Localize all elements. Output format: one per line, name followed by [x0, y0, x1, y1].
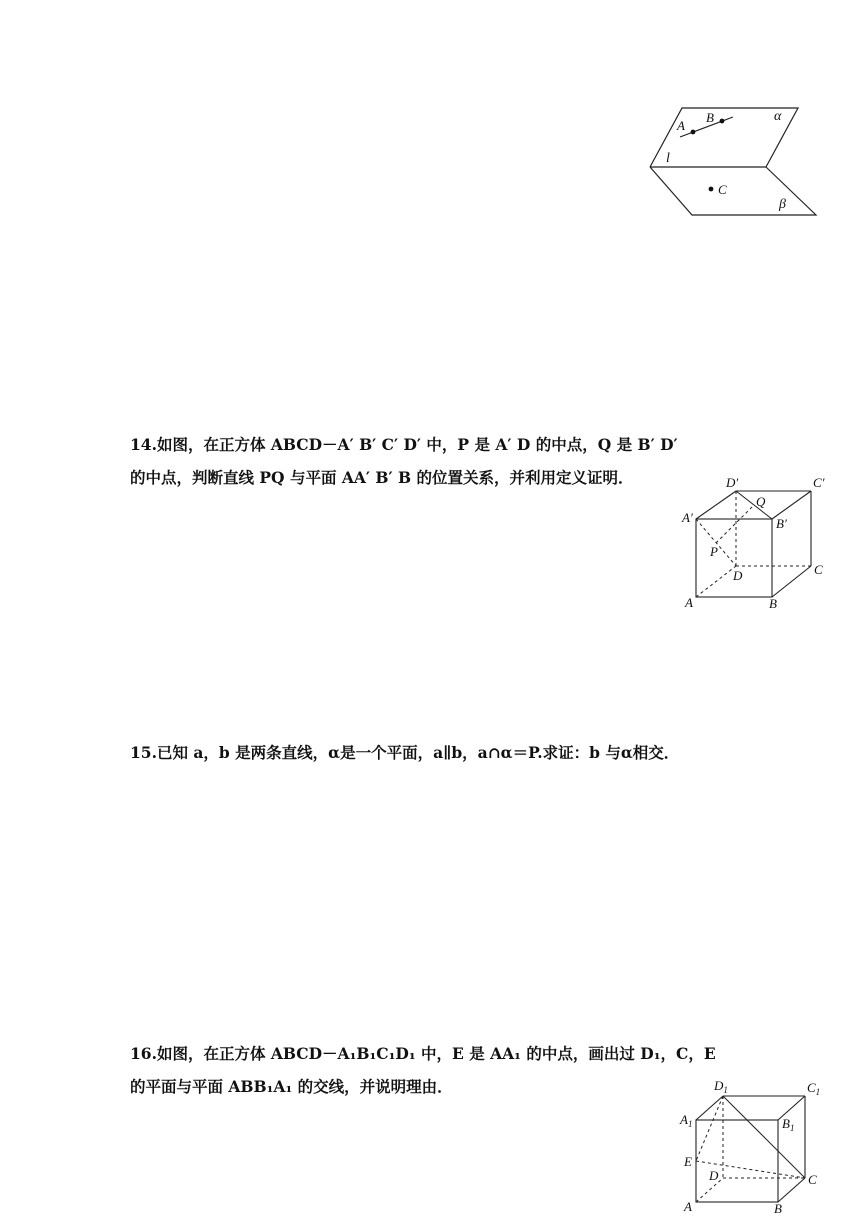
cube14-front-face — [696, 519, 772, 597]
problem-16-line-2: 的平面与平面 ABB₁A₁ 的交线，并说明理由． — [130, 1077, 453, 1096]
cube14-label-d-prime: D′ — [726, 475, 739, 490]
cube16-segment-d1c — [723, 1096, 805, 1178]
label-beta: β — [779, 197, 786, 212]
cube14-label-p: P — [710, 544, 718, 559]
cube-figure-14 — [678, 472, 838, 617]
plane-beta-outline — [650, 167, 816, 215]
cube16-label-a: A — [684, 1199, 692, 1214]
label-l: l — [666, 151, 670, 166]
problem-16 — [130, 1037, 750, 1103]
cube14-label-d: D — [733, 568, 743, 583]
problem-15 — [130, 736, 750, 769]
problem-15-line-1: 15.已知 a，b 是两条直线，α是一个平面，a∥b，a∩α＝P.求证：b 与α相交． — [130, 743, 680, 762]
problem-16-line-1: 16.如图，在正方体 ABCD－A₁B₁C₁D₁ 中，E 是 AA₁ 的中点，画出过 D₁，C，E — [130, 1044, 716, 1063]
cube16-front-face — [696, 1120, 778, 1202]
cube16-label-e: E — [684, 1154, 692, 1169]
label-alpha: α — [774, 109, 782, 124]
cube16-label-d: D — [709, 1168, 719, 1183]
point-b — [720, 119, 725, 124]
cube16-label-b: B — [774, 1201, 782, 1216]
cube16-label-d1: $D_1$ — [714, 1078, 728, 1095]
label-a: A — [677, 118, 685, 133]
cube14-label-a-prime: A′ — [682, 510, 693, 525]
cube14-label-q: Q — [756, 494, 766, 509]
planes-diagram — [640, 100, 830, 225]
cube16-segment-d1e — [696, 1096, 723, 1161]
problem-14 — [130, 428, 750, 494]
cube-diagram-16 — [676, 1074, 836, 1216]
cube16-edge-a1d1 — [696, 1096, 723, 1120]
cube16-label-c1: $C_1$ — [807, 1080, 821, 1097]
cube16-label-b1: $B_1$ — [782, 1116, 795, 1133]
cube14-label-b-prime: B′ — [776, 516, 787, 531]
cube16-edge-bc — [778, 1178, 805, 1202]
problem-14-line-2: 的中点，判断直线 PQ 与平面 AA′ B′ B 的位置关系，并利用定义证明． — [130, 468, 634, 487]
cube14-edge-bc-top — [772, 491, 811, 519]
cube14-segment-pq — [716, 505, 754, 543]
point-c — [709, 187, 714, 192]
cube16-label-a1: $A_1$ — [680, 1112, 693, 1129]
planes-figure — [640, 100, 830, 225]
cube-figure-16 — [676, 1074, 836, 1216]
cube14-label-b: B — [769, 596, 777, 611]
cube16-label-c: C — [808, 1172, 817, 1187]
label-c: C — [718, 182, 727, 197]
cube14-edge-ad-hidden — [696, 566, 736, 597]
label-b: B — [706, 110, 714, 125]
problem-14-line-1: 14.如图，在正方体 ABCD－A′ B′ C′ D′ 中，P 是 A′ D 的中点，Q 是 B′ D′ — [130, 435, 678, 454]
cube14-edge-bc-bottom — [772, 566, 811, 597]
cube14-edge-ad-top — [696, 491, 736, 519]
cube14-label-a: A — [685, 595, 693, 610]
point-a — [691, 130, 696, 135]
cube14-label-c-prime: C′ — [813, 475, 825, 490]
cube14-label-c: C — [814, 562, 823, 577]
cube-diagram-14 — [678, 472, 838, 617]
